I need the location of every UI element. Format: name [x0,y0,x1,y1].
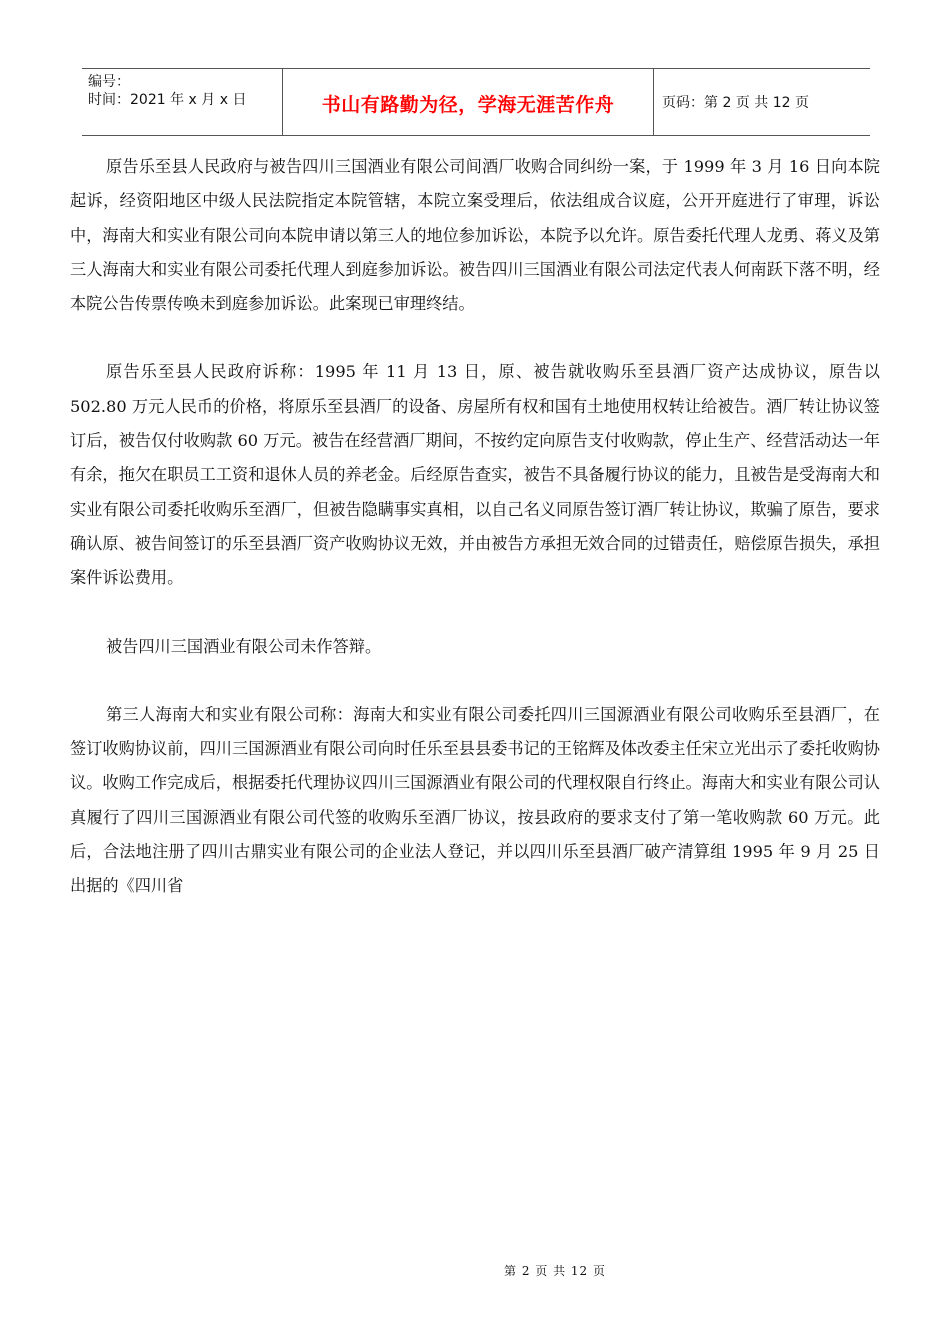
document-body [70,150,880,904]
header-motto-cell [282,69,654,135]
paragraph-defendant-response: 被告四川三国酒业有限公司未作答辩。 [106,636,382,656]
document-number-label: 编号： [88,74,130,90]
paragraph-third-party-statement: 第三人海南大和实业有限公司称：海南大和实业有限公司委托四川三国源酒业有限公司收购乐至县酒厂，在签订收购协议前，四川三国源酒业有限公司向时任乐至县县委书记的王铭辉及体改委主任宋立光出示了委托收购协议。收购工作完成后，根据委托代理协议四川三国源酒业有限公司的代理权限自行终止。海南大和实业有限公司认真履行了四川三国源酒业有限公司代签的收购乐至酒厂协议，按县政府的要求支付了第一笔收购款 60 万元。此后，合法地注册了四川古鼎实业有限公司的企业法人登记，并以四川乐至县酒厂破产清算组 1995 年 9 月 25 日出据的《四川省 [70,704,880,896]
header-page-code-cell [654,69,870,135]
page-header [82,68,870,136]
document-time-label: 时间：2021 年 x 月 x 日 [88,92,247,108]
paragraph-case-intro: 原告乐至县人民政府与被告四川三国酒业有限公司间酒厂收购合同纠纷一案，于 1999 年 3 月 16 日向本院起诉，经资阳地区中级人民法院指定本院管辖，本院立案受理后，依法组成合议庭，公开开庭进行了审理，诉讼中，海南大和实业有限公司向本院申请以第三人的地位参加诉讼，本院予以允许。原告委托代理人龙勇、蒋义及第三人海南大和实业有限公司委托代理人到庭参加诉讼。被告四川三国酒业有限公司法定代表人何南跃下落不明，经本院公告传票传唤未到庭参加诉讼。此案现已审理终结。 [70,157,880,314]
header-meta [82,69,282,135]
header-page-code: 页码：第 2 页 共 12 页 [662,95,809,111]
page-footer [0,1262,950,1279]
header-motto: 书山有路勤为径，学海无涯苦作舟 [321,93,615,116]
footer-page-number: 第 2 页 共 12 页 [504,1264,606,1278]
paragraph-plaintiff-claim: 原告乐至县人民政府诉称：1995 年 11 月 13 日，原、被告就收购乐至县酒厂资产达成协议，原告以 502.80 万元人民币的价格，将原乐至县酒厂的设备、房屋所有权和国有土地使用权转让给被告。酒厂转让协议签订后，被告仅付收购款 60 万元。被告在经营酒厂期间，不按约定向原告支付收购款，停止生产、经营活动达一年有余，拖欠在职员工工资和退休人员的养老金。后经原告查实，被告不具备履行协议的能力，且被告是受海南大和实业有限公司委托收购乐至酒厂，但被告隐瞒事实真相，以自己名义同原告签订酒厂转让协议，欺骗了原告，要求确认原、被告间签订的乐至县酒厂资产收购协议无效，并由被告方承担无效合同的过错责任，赔偿原告损失，承担案件诉讼费用。 [70,362,880,588]
